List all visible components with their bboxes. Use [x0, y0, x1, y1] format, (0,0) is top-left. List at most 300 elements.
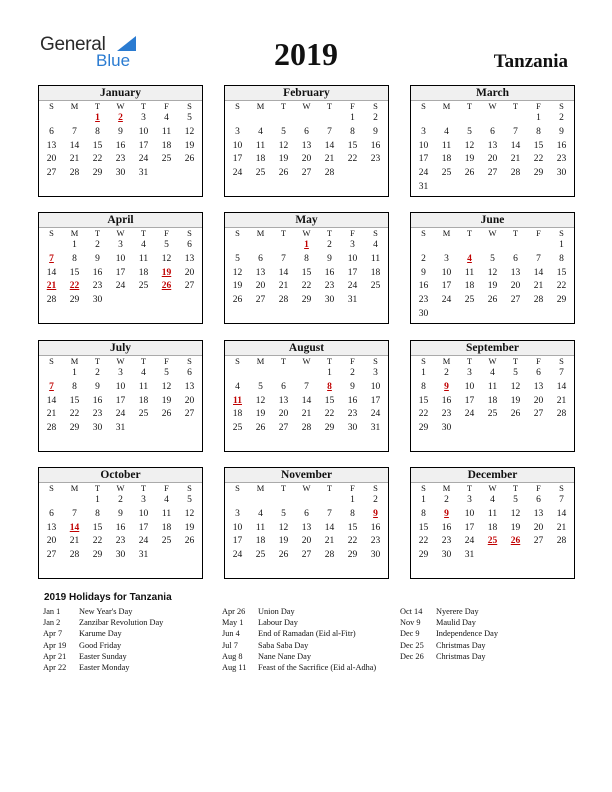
month-december: [410, 467, 575, 579]
weekday-header: T: [280, 101, 287, 111]
day-cell: 7: [559, 368, 564, 378]
day-cell: 21: [533, 281, 544, 292]
day-cell: 5: [513, 368, 518, 378]
weekday-header: T: [466, 101, 473, 111]
day-cell: 26: [232, 295, 243, 306]
day-cell: 15: [92, 522, 103, 533]
day-cell: 7: [304, 381, 309, 392]
empty-cell: [295, 112, 318, 126]
day-cell: 27: [46, 550, 57, 561]
day-cell: 23: [115, 536, 126, 547]
day-cell: 22: [324, 409, 335, 420]
weekday-header: S: [49, 101, 54, 111]
day-cell: 25: [161, 536, 172, 547]
holiday-row: [43, 607, 163, 618]
day-cell: 2: [350, 368, 355, 378]
day-cell: 27: [255, 295, 266, 306]
day-cell: 8: [559, 253, 564, 264]
month-february: [224, 85, 389, 197]
weekday-header: M: [70, 228, 79, 238]
day-cell: 28: [533, 295, 544, 306]
day-cell: 5: [187, 113, 192, 123]
day-cell: 14: [324, 140, 335, 151]
holiday-date: Dec 9: [400, 629, 420, 639]
year-title: 2019: [274, 36, 338, 72]
logo-text-general: General: [40, 34, 106, 55]
day-cell: 20: [46, 536, 57, 547]
day-cell: 5: [490, 253, 495, 264]
day-cell: 6: [304, 508, 309, 519]
day-cell: 29: [324, 423, 335, 434]
day-cell: 13: [301, 140, 312, 151]
day-cell: 26: [184, 154, 195, 165]
day-cell: 23: [418, 295, 429, 306]
day-cell: 15: [418, 395, 429, 406]
weekday-header: W: [302, 483, 311, 493]
month-april: [38, 212, 203, 324]
day-cell: 30: [418, 308, 429, 319]
day-cell: 9: [350, 381, 355, 392]
day-cell: 29: [92, 168, 103, 179]
weekday-header: W: [488, 228, 497, 238]
day-cell: 26: [161, 409, 172, 420]
month-march: [410, 85, 575, 197]
empty-cell: [458, 112, 481, 126]
holiday-name: Easter Sunday: [79, 651, 127, 661]
holiday-date: Apr 26: [222, 607, 246, 616]
day-cell: 7: [513, 126, 518, 137]
day-cell: 28: [556, 409, 567, 420]
day-cell: 8: [421, 381, 426, 392]
weekday-header: M: [256, 483, 265, 493]
day-cell: 23: [556, 154, 567, 165]
day-cell: 2: [421, 253, 426, 264]
day-cell: 29: [347, 550, 358, 561]
holiday-date: Jan 2: [43, 618, 61, 628]
day-cell: 3: [141, 113, 146, 123]
day-cell: 2: [444, 368, 449, 378]
day-cell: 12: [510, 381, 521, 392]
day-cell: 20: [301, 154, 312, 165]
day-cell: 17: [232, 536, 243, 547]
day-cell: 18: [138, 395, 149, 406]
day-cell: 26: [510, 409, 521, 420]
day-cell: 21: [556, 522, 567, 533]
weekday-header: M: [70, 101, 79, 111]
day-grid: [411, 483, 574, 563]
day-cell: 29: [418, 550, 429, 561]
day-cell: 11: [138, 381, 149, 392]
weekday-header: T: [140, 356, 147, 366]
day-cell: 2: [559, 113, 564, 123]
day-cell: 5: [187, 495, 192, 505]
weekday-header: F: [164, 228, 169, 238]
day-cell: 2: [327, 240, 332, 250]
weekday-header: F: [164, 356, 169, 366]
day-cell: 10: [418, 140, 429, 151]
month-may: [224, 212, 389, 324]
day-cell: 1: [350, 495, 355, 505]
day-cell: 25: [255, 550, 266, 561]
holiday-day-cell: 2: [118, 113, 123, 123]
empty-cell: [318, 112, 341, 126]
day-cell: 18: [138, 267, 149, 278]
month-title: May: [225, 213, 388, 228]
month-title: January: [39, 86, 202, 101]
empty-cell: [295, 367, 318, 381]
holiday-name: Easter Monday: [79, 662, 130, 672]
day-cell: 5: [467, 126, 472, 137]
weekday-header: M: [256, 228, 265, 238]
day-cell: 15: [69, 395, 80, 406]
holiday-row: [400, 607, 498, 618]
holiday-date: Apr 22: [43, 662, 67, 672]
day-cell: 28: [46, 295, 57, 306]
day-cell: 24: [370, 409, 381, 420]
weekday-header: S: [187, 483, 192, 493]
day-cell: 2: [373, 113, 378, 123]
day-cell: 8: [350, 508, 355, 519]
day-cell: 3: [350, 240, 355, 250]
day-cell: 21: [278, 281, 289, 292]
day-cell: 8: [350, 126, 355, 137]
day-cell: 1: [350, 113, 355, 123]
day-cell: 28: [69, 550, 80, 561]
day-cell: 8: [95, 126, 100, 137]
day-cell: 28: [301, 423, 312, 434]
day-cell: 15: [92, 140, 103, 151]
day-cell: 18: [161, 522, 172, 533]
empty-cell: [63, 494, 86, 508]
weekday-header: S: [235, 356, 240, 366]
holiday-name: Maulid Day: [436, 618, 476, 628]
day-cell: 12: [161, 253, 172, 264]
day-cell: 28: [46, 423, 57, 434]
day-cell: 28: [324, 550, 335, 561]
day-cell: 17: [115, 267, 126, 278]
day-cell: 22: [418, 536, 429, 547]
day-cell: 24: [138, 536, 149, 547]
day-cell: 22: [533, 154, 544, 165]
month-title: March: [411, 86, 574, 101]
holiday-date: Apr 19: [43, 640, 67, 650]
day-cell: 27: [301, 168, 312, 179]
day-cell: 1: [72, 368, 77, 378]
day-cell: 21: [69, 536, 80, 547]
day-cell: 14: [301, 395, 312, 406]
holiday-date: Dec 26: [400, 651, 424, 661]
weekday-header: T: [326, 356, 333, 366]
day-cell: 26: [184, 536, 195, 547]
day-cell: 18: [464, 281, 475, 292]
day-cell: 2: [95, 240, 100, 250]
weekday-header: S: [559, 228, 564, 238]
day-cell: 4: [235, 381, 240, 392]
day-grid: [39, 483, 202, 563]
day-cell: 20: [184, 267, 195, 278]
day-cell: 11: [255, 140, 266, 151]
day-cell: 4: [164, 495, 169, 505]
day-cell: 19: [510, 522, 521, 533]
month-november: [224, 467, 389, 579]
day-cell: 19: [232, 281, 243, 292]
weekday-header: W: [488, 483, 497, 493]
day-cell: 25: [138, 409, 149, 420]
holiday-name: Good Friday: [79, 640, 122, 650]
day-cell: 26: [278, 550, 289, 561]
day-cell: 23: [370, 536, 381, 547]
day-cell: 28: [278, 295, 289, 306]
holiday-date: Jun 4: [222, 629, 240, 639]
day-cell: 9: [421, 267, 426, 278]
holiday-name: Nane Nane Day: [258, 651, 311, 661]
weekday-header: S: [421, 483, 426, 493]
holiday-day-cell: 9: [444, 508, 449, 519]
holiday-day-cell: 7: [49, 253, 54, 264]
day-cell: 22: [556, 281, 567, 292]
day-cell: 2: [444, 495, 449, 505]
day-cell: 10: [115, 253, 126, 264]
day-cell: 19: [510, 395, 521, 406]
day-cell: 17: [370, 395, 381, 406]
day-cell: 13: [301, 522, 312, 533]
weekday-header: W: [488, 356, 497, 366]
day-cell: 14: [556, 508, 567, 519]
holiday-row: [400, 641, 498, 652]
day-cell: 18: [487, 522, 498, 533]
day-cell: 11: [255, 522, 266, 533]
day-cell: 4: [258, 126, 263, 137]
day-cell: 30: [115, 550, 126, 561]
day-cell: 12: [184, 508, 195, 519]
empty-cell: [226, 239, 249, 253]
weekday-header: W: [302, 228, 311, 238]
weekday-header: F: [536, 101, 541, 111]
day-cell: 30: [347, 423, 358, 434]
day-cell: 10: [370, 381, 381, 392]
day-cell: 10: [138, 126, 149, 137]
day-cell: 19: [278, 536, 289, 547]
day-cell: 29: [533, 168, 544, 179]
day-cell: 4: [490, 368, 495, 378]
day-cell: 10: [441, 267, 452, 278]
holiday-date: Apr 7: [43, 629, 63, 639]
weekday-header: S: [559, 483, 564, 493]
holiday-name: End of Ramadan (Eid al-Fitr): [258, 629, 356, 639]
weekday-header: S: [49, 483, 54, 493]
month-title: August: [225, 341, 388, 356]
day-cell: 11: [487, 508, 498, 519]
day-cell: 13: [46, 140, 57, 151]
holiday-name: New Year's Day: [79, 607, 133, 616]
day-cell: 17: [115, 395, 126, 406]
day-grid: [411, 356, 574, 436]
weekday-header: S: [421, 228, 426, 238]
day-cell: 21: [324, 154, 335, 165]
weekday-header: S: [421, 101, 426, 111]
day-cell: 6: [49, 508, 54, 519]
day-cell: 31: [115, 423, 126, 434]
day-cell: 1: [95, 495, 100, 505]
holiday-day-cell: 14: [69, 522, 80, 533]
weekday-header: M: [70, 483, 79, 493]
holiday-date: May 1: [222, 618, 244, 628]
day-cell: 30: [115, 168, 126, 179]
month-title: June: [411, 213, 574, 228]
weekday-header: M: [256, 101, 265, 111]
day-cell: 28: [510, 168, 521, 179]
holiday-name: Christmas Day: [436, 651, 486, 661]
weekday-header: S: [559, 101, 564, 111]
day-cell: 3: [118, 368, 123, 378]
weekday-header: T: [140, 101, 147, 111]
empty-cell: [272, 112, 295, 126]
day-cell: 26: [255, 423, 266, 434]
day-cell: 13: [510, 267, 521, 278]
day-cell: 10: [464, 508, 475, 519]
holiday-day-cell: 1: [95, 113, 100, 123]
day-cell: 4: [141, 368, 146, 378]
weekday-header: T: [94, 101, 101, 111]
weekday-header: W: [488, 101, 497, 111]
weekday-header: W: [302, 356, 311, 366]
holiday-day-cell: 4: [467, 253, 472, 264]
day-cell: 18: [255, 154, 266, 165]
weekday-header: F: [350, 483, 355, 493]
day-cell: 16: [92, 395, 103, 406]
day-cell: 12: [510, 508, 521, 519]
day-cell: 21: [46, 409, 57, 420]
holiday-name: Union Day: [258, 607, 295, 616]
day-cell: 30: [441, 550, 452, 561]
holiday-row: [222, 629, 376, 640]
day-cell: 3: [421, 126, 426, 137]
day-cell: 9: [559, 126, 564, 137]
day-cell: 19: [255, 409, 266, 420]
month-september: [410, 340, 575, 452]
day-cell: 16: [347, 395, 358, 406]
day-cell: 23: [441, 536, 452, 547]
day-cell: 3: [235, 508, 240, 519]
empty-cell: [226, 112, 249, 126]
holiday-date: Oct 14: [400, 607, 423, 616]
day-cell: 25: [370, 281, 381, 292]
holiday-day-cell: 26: [161, 281, 172, 292]
day-cell: 7: [281, 253, 286, 264]
weekday-header: S: [373, 101, 378, 111]
day-cell: 3: [467, 368, 472, 378]
weekday-header: T: [280, 356, 287, 366]
day-cell: 21: [324, 536, 335, 547]
day-cell: 4: [490, 495, 495, 505]
holiday-day-cell: 22: [69, 281, 80, 292]
day-cell: 17: [418, 154, 429, 165]
day-cell: 8: [72, 253, 77, 264]
month-august: [224, 340, 389, 452]
day-cell: 15: [533, 140, 544, 151]
holiday-date: Nov 9: [400, 618, 421, 628]
month-title: October: [39, 468, 202, 483]
day-cell: 13: [533, 381, 544, 392]
day-cell: 13: [184, 253, 195, 264]
day-cell: 25: [441, 168, 452, 179]
day-cell: 20: [184, 395, 195, 406]
day-cell: 14: [324, 522, 335, 533]
day-cell: 14: [278, 267, 289, 278]
empty-cell: [412, 239, 435, 253]
weekday-header: F: [536, 356, 541, 366]
empty-cell: [504, 112, 527, 126]
day-cell: 30: [324, 295, 335, 306]
weekday-header: T: [94, 356, 101, 366]
day-cell: 28: [556, 536, 567, 547]
holiday-row: [43, 629, 163, 640]
day-cell: 6: [536, 368, 541, 378]
day-cell: 24: [232, 550, 243, 561]
day-cell: 24: [464, 409, 475, 420]
weekday-header: T: [94, 228, 101, 238]
day-cell: 11: [161, 126, 172, 137]
holiday-row: [222, 652, 376, 663]
day-cell: 18: [487, 395, 498, 406]
day-cell: 3: [467, 495, 472, 505]
day-cell: 28: [69, 168, 80, 179]
weekday-header: T: [280, 483, 287, 493]
day-cell: 13: [278, 395, 289, 406]
empty-cell: [481, 239, 504, 253]
holiday-row: [400, 629, 498, 640]
holiday-date: Jan 1: [43, 607, 61, 616]
day-cell: 27: [184, 281, 195, 292]
day-cell: 31: [464, 550, 475, 561]
holiday-row: [222, 641, 376, 652]
holiday-row: [222, 618, 376, 629]
empty-cell: [272, 239, 295, 253]
day-cell: 12: [232, 267, 243, 278]
month-title: February: [225, 86, 388, 101]
day-grid: [411, 228, 574, 322]
weekday-header: T: [280, 228, 287, 238]
day-cell: 23: [370, 154, 381, 165]
day-cell: 29: [301, 295, 312, 306]
day-cell: 6: [536, 495, 541, 505]
weekday-header: T: [512, 483, 519, 493]
day-cell: 21: [69, 154, 80, 165]
day-cell: 23: [347, 409, 358, 420]
holiday-row: [222, 607, 376, 618]
day-cell: 29: [69, 423, 80, 434]
day-cell: 12: [184, 126, 195, 137]
day-cell: 6: [187, 368, 192, 378]
day-cell: 3: [235, 126, 240, 137]
day-cell: 24: [138, 154, 149, 165]
weekday-header: T: [326, 101, 333, 111]
day-cell: 18: [441, 154, 452, 165]
day-cell: 14: [69, 140, 80, 151]
holiday-date: Dec 25: [400, 640, 424, 650]
day-cell: 17: [232, 154, 243, 165]
weekday-header: T: [140, 483, 147, 493]
empty-cell: [295, 494, 318, 508]
day-cell: 25: [487, 409, 498, 420]
empty-cell: [40, 494, 63, 508]
holiday-date: Apr 21: [43, 651, 67, 661]
day-cell: 17: [347, 267, 358, 278]
day-cell: 18: [255, 536, 266, 547]
holiday-row: [43, 618, 163, 629]
empty-cell: [458, 239, 481, 253]
day-cell: 15: [301, 267, 312, 278]
